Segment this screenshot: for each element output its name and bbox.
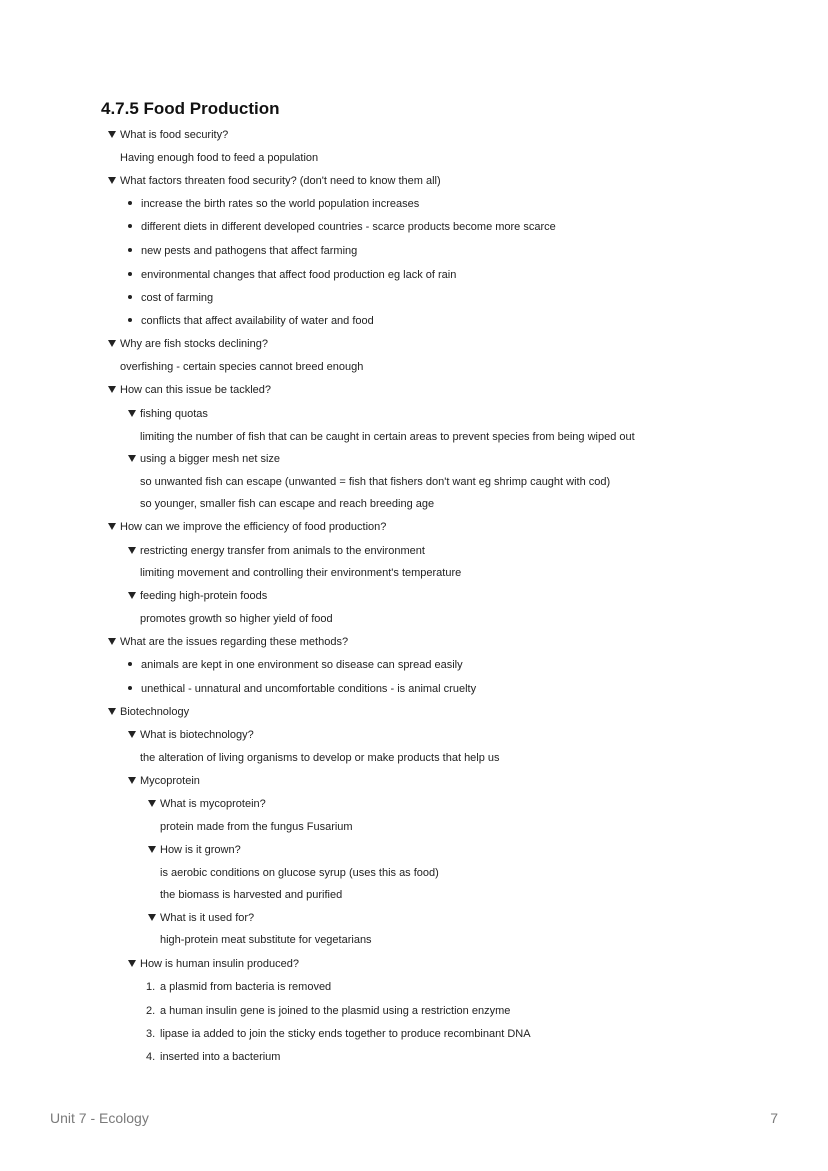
text: a plasmid from bacteria is removed xyxy=(160,981,332,993)
item-number: 1. xyxy=(146,981,156,993)
heading-text: feeding high-protein foods xyxy=(140,590,268,602)
bullet-item xyxy=(128,658,463,672)
heading-text: fishing quotas xyxy=(140,408,208,420)
text: animals are kept in one environment so disease can spread easily xyxy=(141,659,463,671)
toggle-triangle-icon[interactable] xyxy=(148,800,156,807)
text: new pests and pathogens that affect farming xyxy=(141,245,358,257)
bullet-item xyxy=(128,220,556,234)
toggle-triangle-icon[interactable] xyxy=(128,592,136,599)
heading-text: Why are fish stocks declining? xyxy=(120,338,268,350)
bullet-item xyxy=(128,197,419,211)
bullet-icon xyxy=(128,224,132,228)
toggle-heading[interactable] xyxy=(108,705,189,719)
toggle-heading[interactable] xyxy=(108,383,271,397)
toggle-heading[interactable] xyxy=(148,843,241,857)
text: protein made from the fungus Fusarium xyxy=(160,821,353,833)
text: unethical - unnatural and uncomfortable conditions - is animal cruelty xyxy=(141,683,477,695)
toggle-heading[interactable] xyxy=(108,174,441,188)
item-number: 2. xyxy=(146,1005,156,1017)
text: high-protein meat substitute for vegetarians xyxy=(160,934,372,946)
toggle-heading[interactable] xyxy=(108,635,348,649)
toggle-heading[interactable] xyxy=(128,957,299,971)
heading-text: What is it used for? xyxy=(160,912,255,924)
toggle-triangle-icon[interactable] xyxy=(128,455,136,462)
answer-text xyxy=(160,933,372,947)
toggle-heading[interactable] xyxy=(128,544,425,558)
answer-text xyxy=(140,430,635,444)
heading-text: What is food security? xyxy=(120,129,229,141)
bullet-icon xyxy=(128,272,132,276)
text: different diets in different developed countries - scarce products become more scarce xyxy=(141,221,556,233)
bullet-icon xyxy=(128,318,132,322)
answer-text xyxy=(140,566,461,580)
heading-text: Biotechnology xyxy=(120,706,190,718)
heading-text: How is human insulin produced? xyxy=(140,958,299,970)
numbered-item xyxy=(146,1050,280,1064)
text: lipase ia added to join the sticky ends together to produce recombinant DNA xyxy=(160,1028,531,1040)
toggle-triangle-icon[interactable] xyxy=(128,777,136,784)
item-number: 4. xyxy=(146,1051,156,1063)
text: limiting movement and controlling their environment's temperature xyxy=(140,567,462,579)
toggle-triangle-icon[interactable] xyxy=(108,386,116,393)
text: so younger, smaller fish can escape and reach breeding age xyxy=(140,498,435,510)
bullet-item xyxy=(128,268,456,282)
answer-text xyxy=(160,820,353,834)
text: promotes growth so higher yield of food xyxy=(140,613,333,625)
toggle-heading[interactable] xyxy=(148,797,266,811)
toggle-triangle-icon[interactable] xyxy=(108,523,116,530)
toggle-heading[interactable] xyxy=(108,520,386,534)
bullet-icon xyxy=(128,248,132,252)
heading-text: using a bigger mesh net size xyxy=(140,453,281,465)
toggle-heading[interactable] xyxy=(128,774,200,788)
text: limiting the number of fish that can be caught in certain areas to prevent species from being wiped out xyxy=(140,431,635,443)
numbered-item xyxy=(146,1027,531,1041)
heading-text: Mycoprotein xyxy=(140,775,200,787)
toggle-heading[interactable] xyxy=(148,911,254,925)
toggle-triangle-icon[interactable] xyxy=(128,960,136,967)
heading-text: How can this issue be tackled? xyxy=(120,384,272,396)
bullet-icon xyxy=(128,686,132,690)
toggle-heading[interactable] xyxy=(108,128,228,142)
bullet-icon xyxy=(128,295,132,299)
text: inserted into a bacterium xyxy=(160,1051,281,1063)
text: Having enough food to feed a population xyxy=(120,152,319,164)
toggle-triangle-icon[interactable] xyxy=(108,131,116,138)
heading-text: What are the issues regarding these methods? xyxy=(120,636,349,648)
numbered-item xyxy=(146,980,331,994)
toggle-heading[interactable] xyxy=(128,589,267,603)
bullet-icon xyxy=(128,201,132,205)
text: a human insulin gene is joined to the plasmid using a restriction enzyme xyxy=(160,1005,511,1017)
toggle-triangle-icon[interactable] xyxy=(148,846,156,853)
toggle-triangle-icon[interactable] xyxy=(108,177,116,184)
item-number: 3. xyxy=(146,1028,156,1040)
answer-text xyxy=(120,360,363,374)
toggle-triangle-icon[interactable] xyxy=(108,340,116,347)
text: overfishing - certain species cannot breed enough xyxy=(120,361,364,373)
text: so unwanted fish can escape (unwanted = fish that fishers don't want eg shrimp caught with cod) xyxy=(140,476,611,488)
footer-page-number: 7 xyxy=(770,1110,778,1126)
text: cost of farming xyxy=(141,292,214,304)
toggle-triangle-icon[interactable] xyxy=(108,708,116,715)
text: conflicts that affect availability of water and food xyxy=(141,315,374,327)
toggle-triangle-icon[interactable] xyxy=(128,731,136,738)
answer-text xyxy=(160,866,439,880)
text: is aerobic conditions on glucose syrup (uses this as food) xyxy=(160,867,439,879)
toggle-triangle-icon[interactable] xyxy=(108,638,116,645)
toggle-heading[interactable] xyxy=(128,407,208,421)
text: the alteration of living organisms to develop or make products that help us xyxy=(140,752,500,764)
bullet-item xyxy=(128,291,213,305)
bullet-item xyxy=(128,244,357,258)
heading-text: What factors threaten food security? (don't need to know them all) xyxy=(120,175,441,187)
answer-text xyxy=(140,497,434,511)
bullet-item xyxy=(128,682,476,696)
text: the biomass is harvested and purified xyxy=(160,889,343,901)
text: increase the birth rates so the world population increases xyxy=(141,198,420,210)
toggle-triangle-icon[interactable] xyxy=(128,547,136,554)
answer-text xyxy=(140,612,333,626)
heading-text: restricting energy transfer from animals to the environment xyxy=(140,545,425,557)
answer-text xyxy=(140,475,610,489)
heading-text: What is biotechnology? xyxy=(140,729,254,741)
numbered-item xyxy=(146,1004,510,1018)
answer-text xyxy=(160,888,342,902)
toggle-heading[interactable] xyxy=(128,452,280,466)
footer-unit-label: Unit 7 - Ecology xyxy=(50,1110,149,1126)
heading-text: How can we improve the efficiency of food production? xyxy=(120,521,387,533)
answer-text xyxy=(120,151,318,165)
text: environmental changes that affect food production eg lack of rain xyxy=(141,269,457,281)
answer-text xyxy=(140,751,500,765)
bullet-icon xyxy=(128,662,132,666)
heading-text: How is it grown? xyxy=(160,844,241,856)
toggle-triangle-icon[interactable] xyxy=(128,410,136,417)
toggle-heading[interactable] xyxy=(108,337,268,351)
bullet-item xyxy=(128,314,374,328)
heading-text: What is mycoprotein? xyxy=(160,798,266,810)
page-title: 4.7.5 Food Production xyxy=(101,99,280,118)
toggle-triangle-icon[interactable] xyxy=(148,914,156,921)
toggle-heading[interactable] xyxy=(128,728,254,742)
